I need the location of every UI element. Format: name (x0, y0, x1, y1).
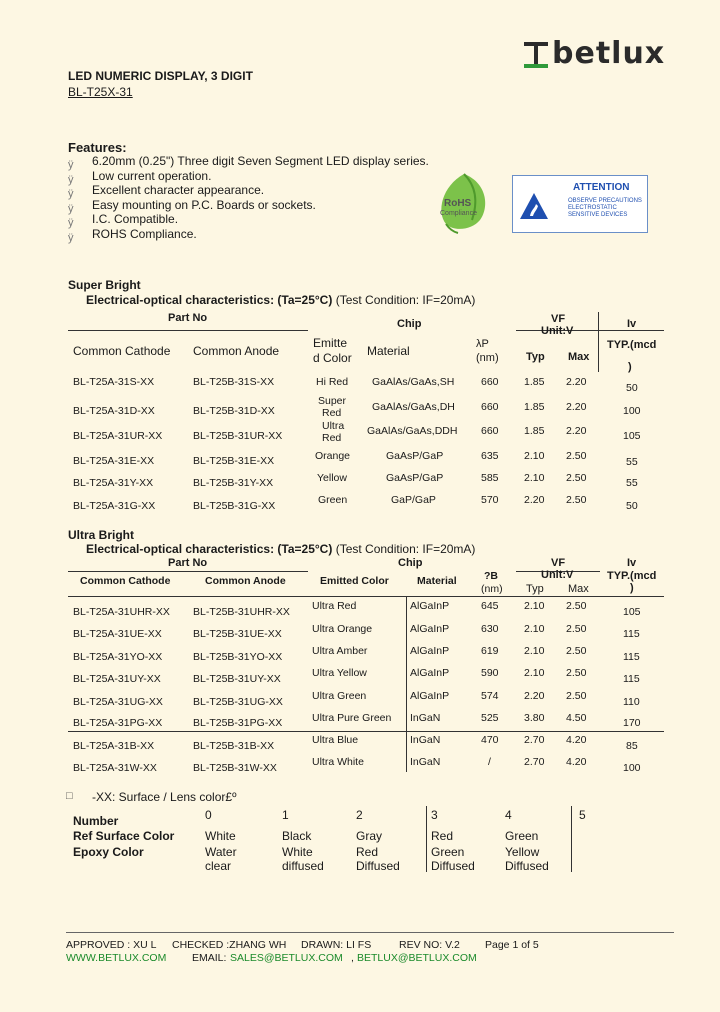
cell-iv: 50 (626, 382, 638, 394)
feature-item: ROHS Compliance. (92, 227, 197, 241)
cell-lambda: 660 (481, 401, 499, 413)
legend-number: 5 (579, 808, 586, 822)
cell-typ: 2.10 (524, 667, 545, 679)
cell-max: 2.50 (566, 600, 587, 612)
attention-line: ELECTROSTATIC (568, 205, 617, 211)
cell-max: 2.50 (566, 472, 587, 484)
legend-epoxy: White (282, 845, 313, 859)
eo-bold: Electrical-optical characteristics: (Ta=25°C) (86, 293, 333, 307)
feature-item: Excellent character appearance. (92, 183, 265, 197)
legend-epoxy-2: clear (205, 859, 232, 873)
cell-color: Ultra White (312, 756, 364, 768)
cell-color: Ultra Amber (312, 645, 368, 657)
cell-typ: 2.70 (524, 734, 545, 746)
cell-anode: BL-T25B-31UE-XX (193, 628, 282, 640)
cell-color: Hi Red (316, 376, 349, 388)
cell-cathode: BL-T25A-31W-XX (73, 762, 157, 774)
col-material: Material (367, 344, 410, 358)
cell-max: 4.50 (566, 712, 587, 724)
cell-typ: 2.70 (524, 756, 545, 768)
cell-material: GaAsP/GaP (386, 450, 444, 462)
cell-cathode: BL-T25A-31UHR-XX (73, 606, 170, 618)
cell-color-2: Red (322, 432, 342, 444)
col-lambda-unit: (nm) (476, 352, 499, 364)
cell-iv: 100 (623, 762, 641, 774)
legend-epoxy-2: Diffused (356, 859, 400, 873)
cell-iv: 105 (623, 430, 641, 442)
email-label: EMAIL: (192, 952, 227, 964)
cell-cathode: BL-T25A-31S-XX (73, 376, 155, 388)
bullet-icon: ÿ (68, 174, 74, 186)
cell-max: 2.50 (566, 667, 587, 679)
cell-color: Ultra Green (312, 690, 367, 702)
col-lambda: λP (476, 338, 489, 350)
cell-anode: BL-T25B-31W-XX (193, 762, 277, 774)
cell-material: InGaN (410, 734, 441, 746)
col-material: Material (417, 575, 457, 587)
cell-max: 2.50 (566, 494, 587, 506)
cell-anode: BL-T25B-31S-XX (193, 376, 275, 388)
super-bright-heading: Super Bright (68, 278, 141, 292)
ultra-bright-heading: Ultra Bright (68, 528, 134, 542)
cell-cathode: BL-T25A-31G-XX (73, 500, 156, 512)
cell-anode: BL-T25B-31E-XX (193, 455, 275, 467)
checkbox-icon: □ (66, 790, 73, 802)
col-iv-typ-2: ) (628, 361, 632, 373)
bullet-icon: ÿ (68, 159, 74, 171)
legend-title: -XX: Surface / Lens color£º (92, 790, 237, 804)
cell-material: GaAlAs/GaAs,DDH (367, 425, 458, 437)
document-title: LED NUMERIC DISPLAY, 3 DIGIT (68, 69, 253, 83)
eo-condition: (Test Condition: IF=20mA) (335, 293, 476, 307)
col-chip: Chip (398, 557, 423, 569)
cell-typ: 2.20 (524, 690, 545, 702)
website-link[interactable]: WWW.BETLUX.COM (66, 952, 167, 964)
legend-row-surface: Ref Surface Color (73, 829, 175, 843)
attention-title: ATTENTION (573, 182, 630, 193)
cell-lambda: 660 (481, 376, 499, 388)
cell-max: 2.50 (566, 645, 587, 657)
checked-by: CHECKED :ZHANG WH (172, 939, 287, 951)
feature-item: I.C. Compatible. (92, 212, 179, 226)
col-iv: Iv (627, 557, 637, 569)
cell-max: 4.20 (566, 734, 587, 746)
cell-material: AlGaInP (410, 667, 450, 679)
approved-by: APPROVED : XU L (66, 939, 157, 951)
part-number: BL-T25X-31 (68, 85, 133, 99)
col-common-cathode: Common Cathode (73, 344, 171, 358)
revision: REV NO: V.2 (399, 939, 460, 951)
cell-typ: 2.10 (524, 645, 545, 657)
legend-surface: Gray (356, 829, 383, 843)
cell-anode: BL-T25B-31Y-XX (193, 477, 274, 489)
col-unit: Unit:V (541, 569, 574, 581)
super-eo-line (86, 293, 475, 307)
cell-cathode: BL-T25A-31E-XX (73, 455, 155, 467)
cell-material: InGaN (410, 756, 441, 768)
cell-iv: 55 (626, 477, 638, 489)
col-iv: Iv (627, 318, 637, 330)
cell-color: Ultra Pure Green (312, 712, 392, 724)
cell-lambda: 635 (481, 450, 499, 462)
betlux-email-link[interactable]: BETLUX@BETLUX.COM (357, 952, 477, 964)
col-part-no: Part No (168, 312, 208, 324)
cell-lambda: 470 (481, 734, 499, 746)
col-emitted-color: Emitted Color (320, 575, 389, 587)
bullet-icon: ÿ (68, 188, 74, 200)
cell-cathode: BL-T25A-31B-XX (73, 740, 155, 752)
cell-color: Yellow (317, 472, 347, 484)
cell-material: GaAsP/GaP (386, 472, 444, 484)
cell-iv: 115 (623, 628, 640, 640)
cell-color: Ultra Yellow (312, 667, 367, 679)
cell-max: 2.50 (566, 623, 587, 635)
cell-typ: 2.10 (524, 472, 545, 484)
cell-iv: 170 (623, 717, 641, 729)
legend-number: 0 (205, 808, 212, 822)
legend-epoxy: Water (205, 845, 237, 859)
logo-mark-icon (522, 40, 552, 70)
col-typ: Typ (526, 351, 545, 363)
esd-warning-icon (519, 192, 549, 220)
col-vf: VF (551, 557, 566, 569)
brand-name: betlux (552, 36, 666, 71)
cell-iv: 55 (626, 456, 638, 468)
cell-iv: 115 (623, 651, 640, 663)
cell-iv: 100 (623, 405, 641, 417)
col-part-no: Part No (168, 557, 208, 569)
legend-row-number: Number (73, 814, 119, 828)
cell-cathode: BL-T25A-31UG-XX (73, 696, 163, 708)
legend-epoxy-2: Diffused (431, 859, 475, 873)
legend-row-epoxy: Epoxy Color (73, 845, 144, 859)
cell-max: 2.20 (566, 376, 587, 388)
bullet-icon: ÿ (68, 232, 74, 244)
cell-material: AlGaInP (410, 623, 450, 635)
rohs-badge (436, 172, 492, 234)
col-iv-typ: TYP.(mcd (607, 570, 657, 582)
rohs-compliance-label: Compliance (440, 210, 477, 217)
cell-typ: 2.10 (524, 623, 545, 635)
betlux-logo (522, 36, 666, 71)
cell-cathode: BL-T25A-31D-XX (73, 405, 155, 417)
cell-material: AlGaInP (410, 645, 450, 657)
bullet-icon: ÿ (68, 217, 74, 229)
legend-surface: Red (431, 829, 454, 843)
col-unit: Unit:V (541, 325, 574, 337)
cell-lambda: 630 (481, 623, 499, 635)
cell-color: Ultra (322, 420, 345, 432)
cell-color-2: Red (322, 407, 342, 419)
col-lambda: ?B (484, 570, 498, 582)
cell-anode: BL-T25B-31D-XX (193, 405, 275, 417)
cell-typ: 2.20 (524, 494, 545, 506)
legend-number: 2 (356, 808, 363, 822)
features-heading: Features: (68, 140, 127, 155)
cell-cathode: BL-T25A-31PG-XX (73, 717, 163, 729)
cell-cathode: BL-T25A-31YO-XX (73, 651, 163, 663)
feature-item: Low current operation. (92, 169, 212, 183)
cell-anode: BL-T25B-31YO-XX (193, 651, 283, 663)
drawn-by: DRAWN: LI FS (301, 939, 372, 951)
cell-color: Green (318, 494, 348, 506)
ultra-eo-line (86, 542, 475, 556)
legend-number: 4 (505, 808, 512, 822)
cell-typ: 1.85 (524, 376, 545, 388)
cell-anode: BL-T25B-31PG-XX (193, 717, 283, 729)
cell-typ: 3.80 (524, 712, 545, 724)
col-iv-typ: TYP.(mcd (607, 339, 657, 351)
cell-max: 2.20 (566, 401, 587, 413)
col-common-anode: Common Anode (205, 575, 286, 587)
col-typ: Typ (526, 583, 544, 595)
cell-lambda: 619 (481, 645, 499, 657)
cell-lambda: 585 (481, 472, 499, 484)
cell-material: InGaN (410, 712, 441, 724)
cell-anode: BL-T25B-31G-XX (193, 500, 276, 512)
cell-max: 2.20 (566, 425, 587, 437)
cell-color: Super (318, 395, 347, 407)
col-emitted-color-2: d Color (313, 351, 352, 365)
legend-epoxy: Red (356, 845, 379, 859)
legend-surface: White (205, 829, 236, 843)
legend-epoxy: Green (431, 845, 465, 859)
cell-color: Orange (315, 450, 351, 462)
col-max: Max (568, 351, 590, 363)
cell-material: GaP/GaP (391, 494, 436, 506)
cell-cathode: BL-T25A-31UE-XX (73, 628, 162, 640)
legend-surface: Green (505, 829, 539, 843)
col-common-anode: Common Anode (193, 344, 280, 358)
feature-item: 6.20mm (0.25") Three digit Seven Segment LED display series. (92, 154, 429, 168)
col-max: Max (568, 583, 589, 595)
cell-color: Ultra Blue (312, 734, 359, 746)
cell-lambda: 574 (481, 690, 499, 702)
col-common-cathode: Common Cathode (80, 575, 171, 587)
page-number: Page 1 of 5 (485, 939, 539, 951)
cell-typ: 2.10 (524, 600, 545, 612)
attention-line: SENSITIVE DEVICES (568, 212, 628, 218)
col-lambda-unit: (nm) (481, 583, 503, 595)
cell-material: AlGaInP (410, 690, 450, 702)
cell-iv: 110 (623, 696, 640, 708)
cell-iv: 50 (626, 500, 638, 512)
cell-material: GaAlAs/GaAs,SH (372, 376, 455, 388)
cell-max: 2.50 (566, 450, 587, 462)
cell-max: 2.50 (566, 690, 587, 702)
legend-epoxy: Yellow (505, 845, 540, 859)
cell-lambda: / (488, 756, 491, 768)
col-emitted-color: Emitte (313, 336, 348, 350)
cell-anode: BL-T25B-31UY-XX (193, 673, 281, 685)
cell-color: Ultra Orange (312, 623, 373, 635)
legend-number: 3 (431, 808, 438, 822)
cell-anode: BL-T25B-31UG-XX (193, 696, 283, 708)
eo-bold: Electrical-optical characteristics: (Ta=25°C) (86, 542, 333, 556)
cell-material: GaAlAs/GaAs,DH (372, 401, 455, 413)
attention-line: OBSERVE PRECAUTIONS (568, 198, 642, 204)
col-vf: VF (551, 313, 566, 325)
cell-cathode: BL-T25A-31UR-XX (73, 430, 163, 442)
cell-max: 4.20 (566, 756, 587, 768)
email-separator: , (351, 952, 354, 964)
cell-iv: 115 (623, 673, 640, 685)
cell-anode: BL-T25B-31UR-XX (193, 430, 283, 442)
feature-item: Easy mounting on P.C. Boards or sockets. (92, 198, 316, 212)
cell-lambda: 525 (481, 712, 499, 724)
cell-anode: BL-T25B-31B-XX (193, 740, 275, 752)
cell-typ: 1.85 (524, 401, 545, 413)
cell-typ: 1.85 (524, 425, 545, 437)
eo-condition: (Test Condition: IF=20mA) (335, 542, 476, 556)
legend-epoxy-2: diffused (282, 859, 324, 873)
cell-cathode: BL-T25A-31Y-XX (73, 477, 154, 489)
col-chip: Chip (397, 318, 422, 330)
cell-anode: BL-T25B-31UHR-XX (193, 606, 290, 618)
rohs-label: RoHS (444, 198, 472, 209)
cell-cathode: BL-T25A-31UY-XX (73, 673, 161, 685)
cell-lambda: 645 (481, 600, 499, 612)
cell-color: Ultra Red (312, 600, 357, 612)
legend-surface: Black (282, 829, 312, 843)
cell-material: AlGaInP (410, 600, 450, 612)
esd-attention-box (512, 175, 648, 233)
cell-lambda: 570 (481, 494, 499, 506)
legend-epoxy-2: Diffused (505, 859, 549, 873)
cell-lambda: 660 (481, 425, 499, 437)
sales-email-link[interactable]: SALES@BETLUX.COM (230, 952, 343, 964)
col-iv-typ-2: ) (630, 582, 634, 594)
cell-iv: 105 (623, 606, 641, 618)
cell-typ: 2.10 (524, 450, 545, 462)
cell-lambda: 590 (481, 667, 499, 679)
bullet-icon: ÿ (68, 203, 74, 215)
cell-iv: 85 (626, 740, 638, 752)
legend-number: 1 (282, 808, 289, 822)
